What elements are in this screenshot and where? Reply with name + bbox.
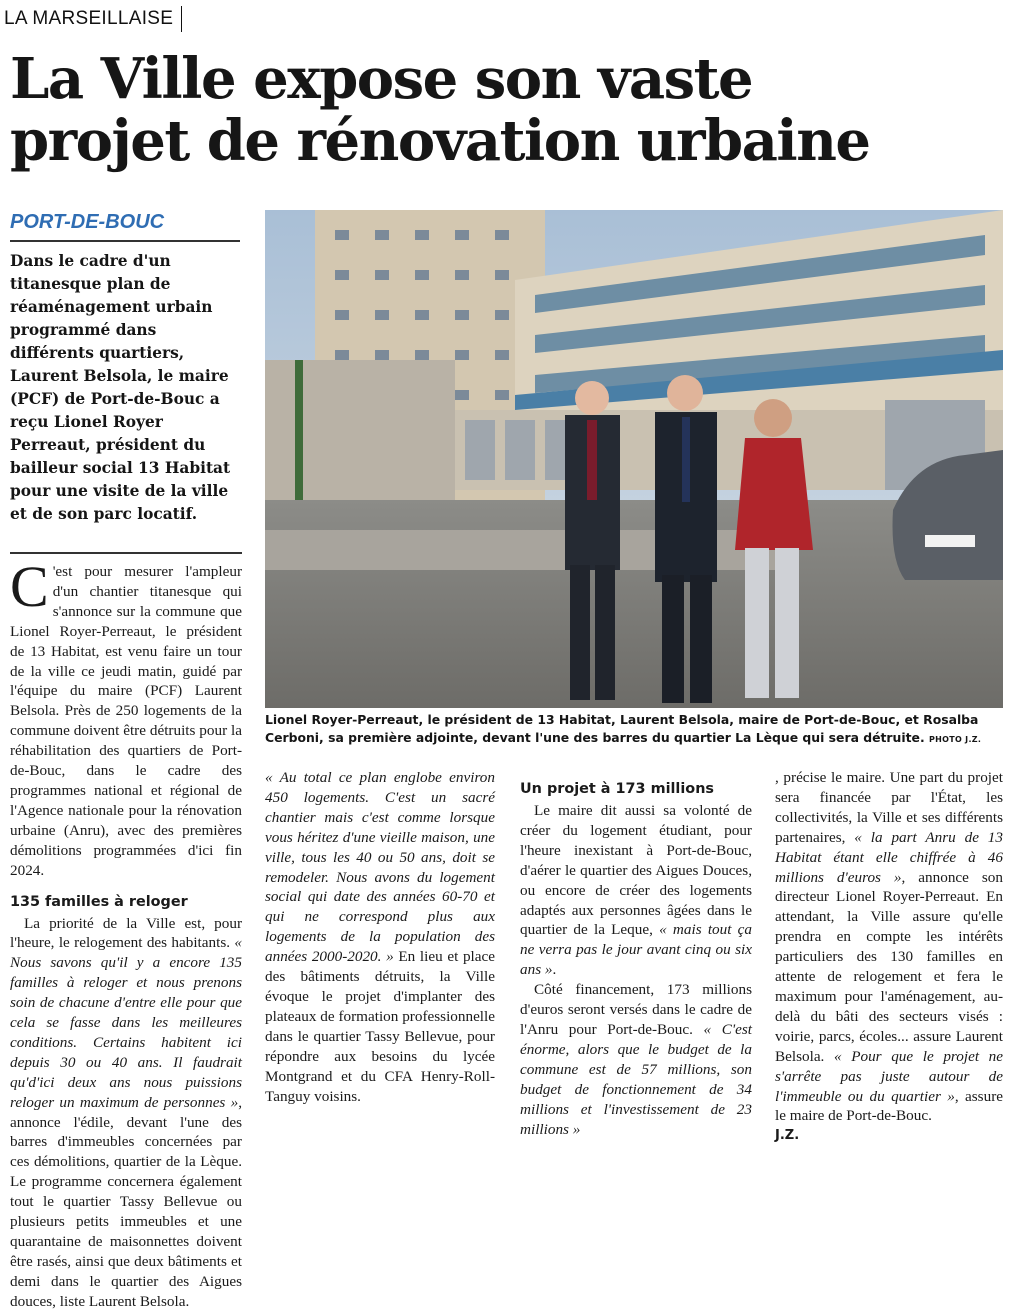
paragraph-text: , précise le maire. Une part du projet sera financée par l'État, les collectivités, la Ville et ses différents partenaires, [775, 769, 1003, 846]
paragraph-text: 'est pour mesurer l'ampleur d'un chantier titanesque qui s'annonce sur la commune que Lionel Royer-Perreaut, le président de 13 Habitat, est venu faire un tour de la ville ce jeudi matin, guidé par l'équipe du maire (PCF) Laurent Belsola. Près de 250 logements de la commune doivent être détruits pour la réhabilitation des quartiers de Port-de-Bouc, dans le cadre des programmes national et régional de l'Agence nationale pour la rénovation urbaine (Anru), avec des premières démolitions programmées d'ici fin 2024. [10, 563, 242, 879]
body-column-2 [265, 768, 495, 1106]
paragraph [10, 914, 242, 1312]
photo-caption [265, 711, 1003, 749]
photo-illustration [265, 210, 1003, 708]
lead-paragraph: Dans le cadre d'un titanesque plan de réaménagement urbain programmé dans différents quartiers, Laurent Belsola, le maire (PCF) de Port-de-Bouc a reçu Lionel Royer Perreaut, président du bailleur social 13 Habitat pour une visite de la ville et de son parc locatif. [10, 252, 231, 523]
author-signature: J.Z. [775, 1128, 800, 1144]
paragraph-text: , annonce son directeur Lionel Royer-Perreaut. En attendant, la Ville assure qu'elle prendra en compte les intérêts particuliers des 130 familles en attente de relogement et fera le maximum pour l'aménagement, au-delà du bâti des secteurs visés : voirie, parcs, écoles... assure Laurent Belsola. [775, 868, 1003, 1065]
paragraph-text: En lieu et place des bâtiments détruits, la Ville évoque le projet d'implanter des plateaux de formation professionnelle dans le quartier Tassy Bellevue, pour répondre aux besoins du lycée Montgrand et du CFA Henry-Roll-Tanguy voisins. [265, 948, 495, 1105]
paragraph [265, 768, 495, 1106]
dropcap: C [10, 554, 49, 619]
quote: « Nous savons qu'il y a encore 135 familles à reloger et nous prenons soin de chacune d'entre elle pour que cela se fasse dans les meilleures conditions. Certains habitent ici depuis 30 ou 40 ans. Il faudrait qu'd'ici deux ans nous puissions reloger un maximum de personnes » [10, 934, 242, 1111]
paragraph-text: , assure le maire de Port-de-Bouc. [775, 1087, 1003, 1125]
article-photo [265, 210, 1003, 708]
location-rubric: PORT-DE-BOUC [10, 208, 240, 242]
paragraph-text: Le maire dit aussi sa volonté de créer du logement étudiant, pour l'heure inexistant à Port-de-Bouc, d'aérer le quartier des Aigues Douces, ou encore de créer des logements adaptés aux personnes âgées dans le quartier de la Leque, [520, 802, 752, 939]
headline-line-2: projet de rénovation urbaine [10, 108, 870, 174]
headline [10, 48, 1000, 172]
caption-text: Lionel Royer-Perreaut, le président de 13 Habitat, Laurent Belsola, maire de Port-de-Bouc, et Rosalba Cerboni, sa première adjointe, devant l'une des barres du quartier La Lèque qui sera détruite. [265, 712, 979, 745]
quote: « mais tout ça ne verra pas le jour avant cinq ou six ans » [520, 921, 753, 979]
paragraph-text: . [552, 961, 557, 979]
paragraph [10, 554, 242, 881]
quote: « la part Anru de 13 Habitat étant elle chiffrée à 46 millions d'euros » [775, 828, 1003, 886]
quote: « C'est énorme, alors que le budget de la commune est de 57 millions, son budget de fonctionnement de 34 millions et l'investissement de 23 millions » [520, 1020, 753, 1138]
photo-credit: PHOTO J.Z. [928, 735, 982, 744]
body-column-3 [520, 768, 752, 1188]
paragraph [520, 980, 752, 1139]
headline-line-1: La Ville expose son vaste [10, 46, 753, 112]
subheading: 135 familles à reloger [10, 893, 188, 910]
newspaper-name: LA MARSEILLAISE [4, 6, 182, 32]
paragraph [775, 768, 1003, 1126]
quote: « Au total ce plan englobe environ 450 logements. C'est un sacré chantier mais c'est comme lorsque vous héritez d'une vieille maison, une ville, tous les 40 ou 50 ans, doit se remodeler. Nous avons du logement social qui date des années 60-70 et qui ne correspond plus aux logements de la population des années 2000-2020. » [265, 769, 495, 966]
quote: « Pour que le projet ne s'arrête pas juste autour de l'immeuble ou du quartier » [775, 1047, 1003, 1105]
paragraph-text: , annonce l'édile, devant l'une des barres d'immeubles concernées par ces démolitions, quartier de la Lèque. Le programme concernera également tout le quartier Tassy Bellevue ou plusieurs petits immeubles et une quarantaine de maisonnettes doivent être rasés, ainsi que deux bâtiments et demi dans le quartier des Aigues douces, liste Laurent Belsola. [10, 1093, 242, 1310]
subheading: Un projet à 173 millions [520, 781, 714, 797]
paragraph-text: La priorité de la Ville est, pour l'heure, le relogement des habitants. [10, 914, 242, 952]
body-column-4 [775, 768, 1003, 1146]
paragraph-text: Côté financement, 173 millions d'euros seront versés dans le cadre de l'Anru pour Port-de-Bouc. [520, 981, 752, 1038]
paragraph [520, 801, 752, 980]
body-column-1 [10, 554, 242, 1312]
